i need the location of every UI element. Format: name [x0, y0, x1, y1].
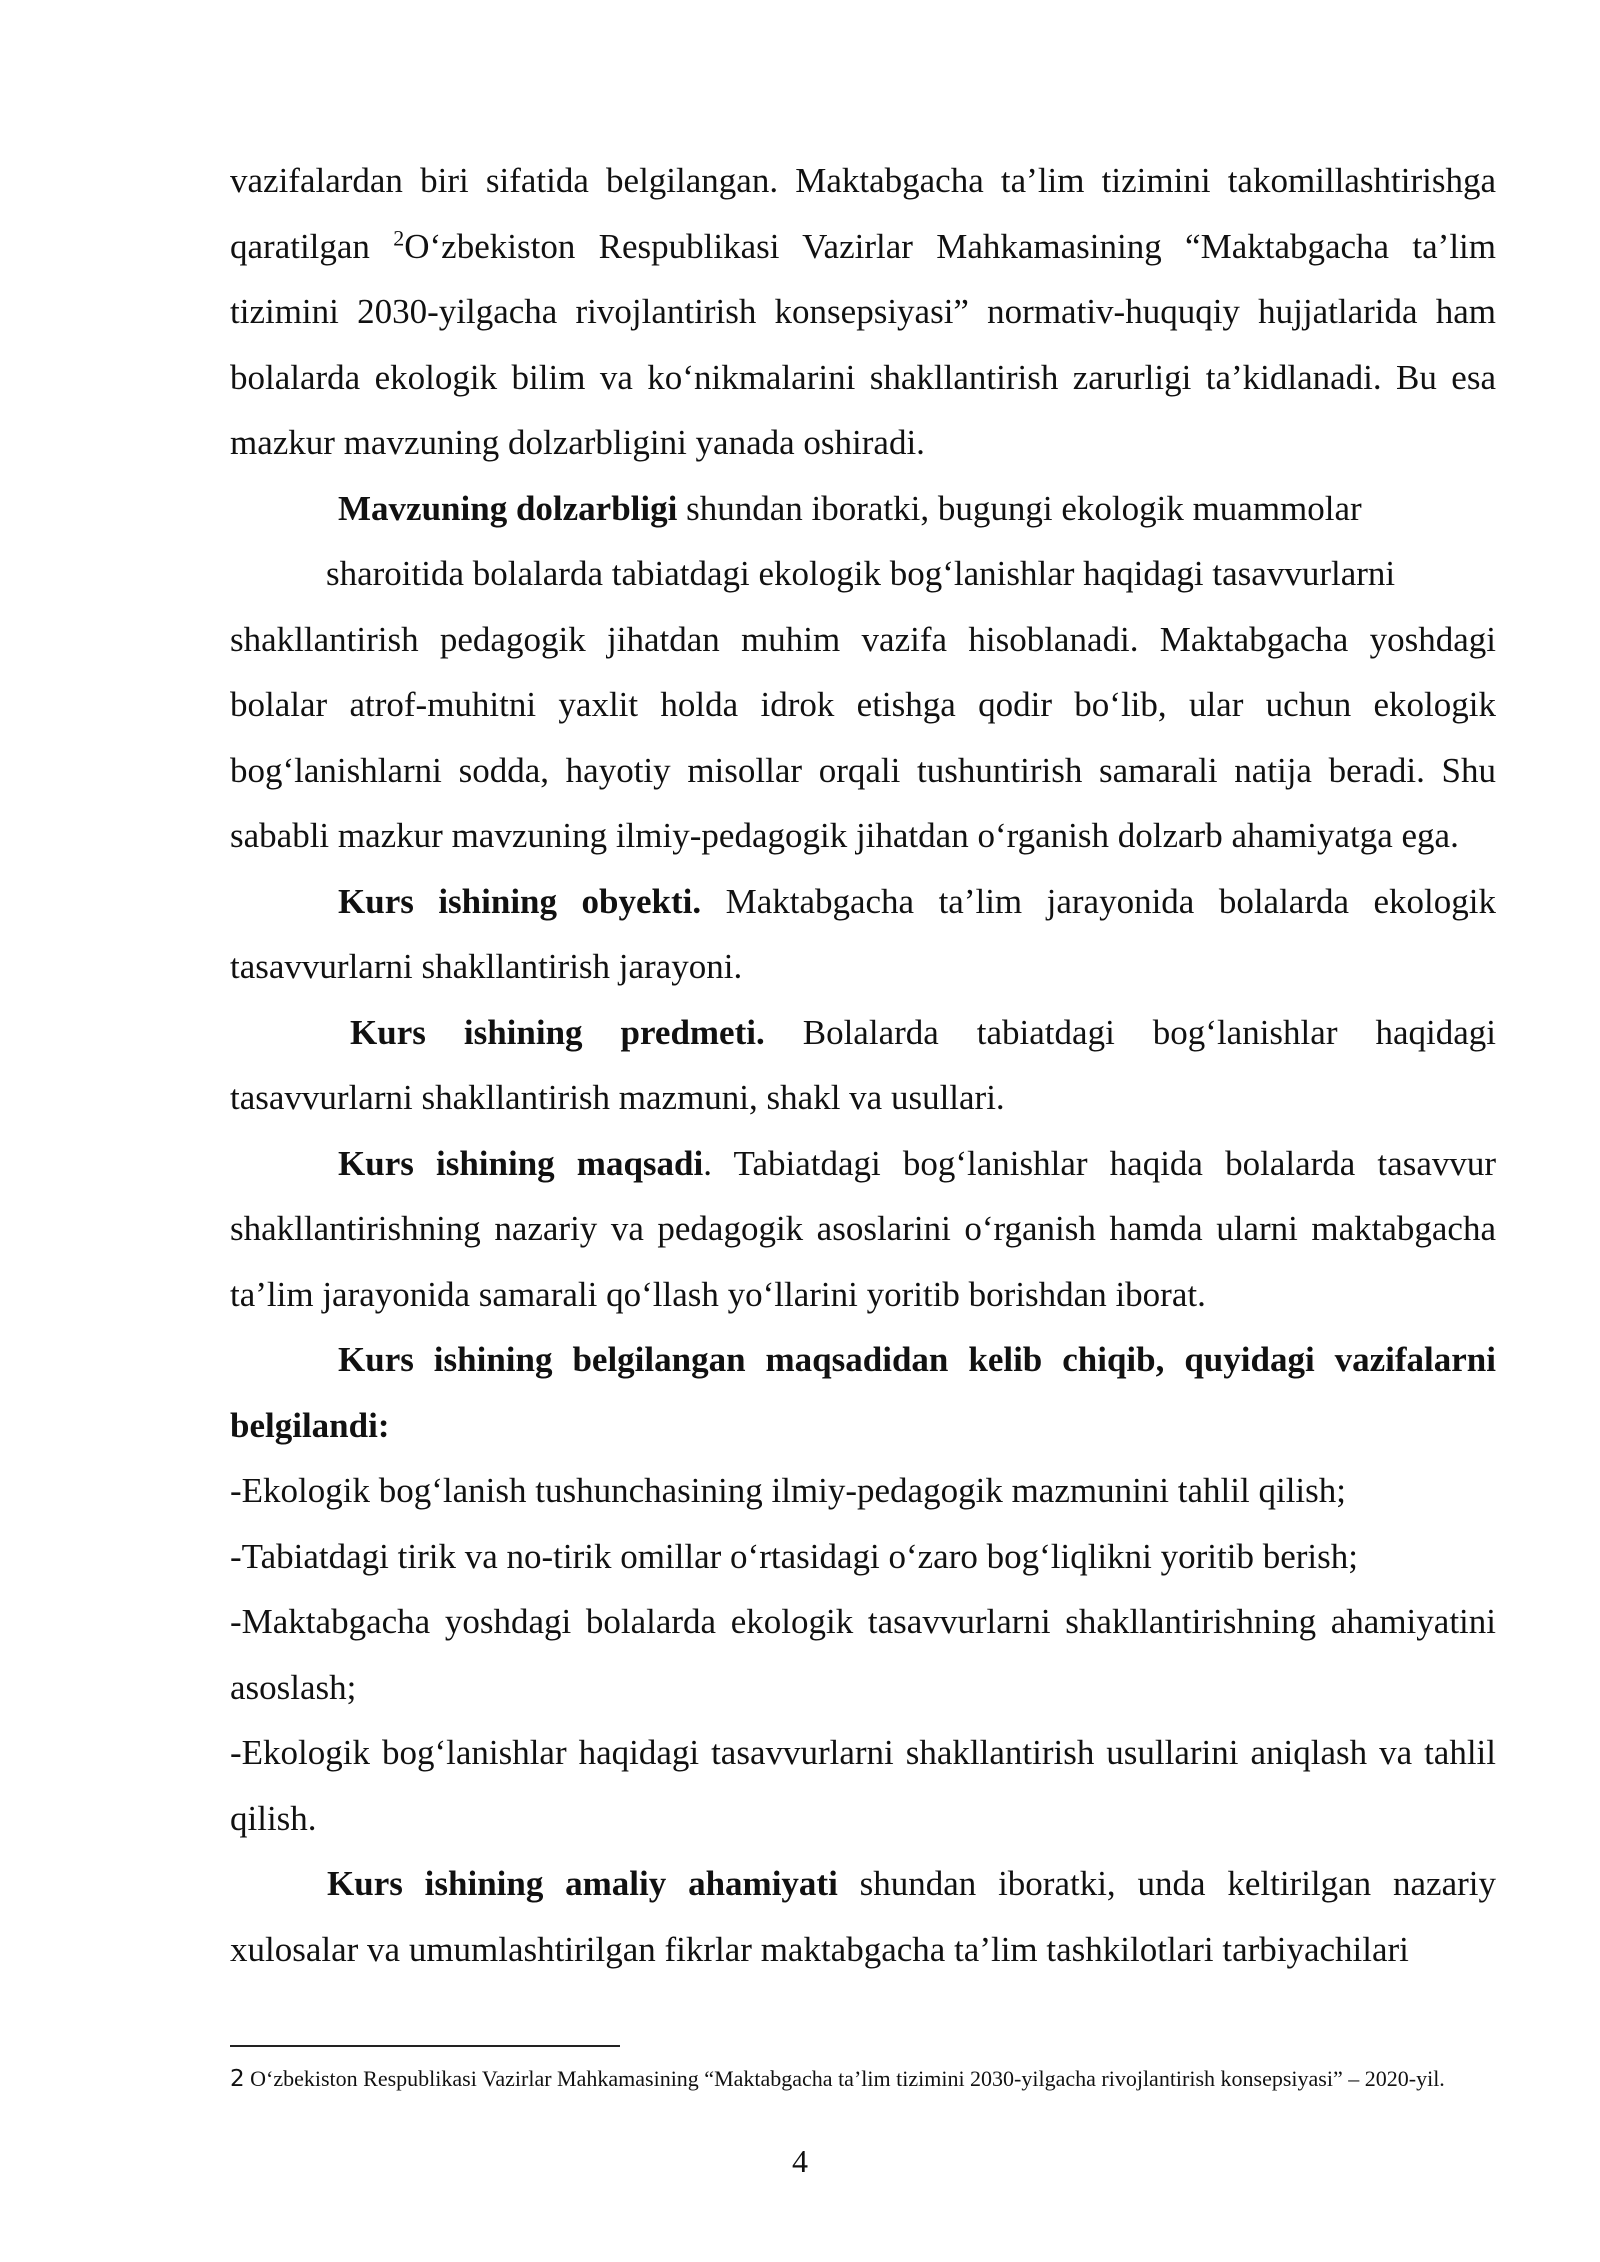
footnote-number: 2 — [230, 2066, 245, 2092]
practical-text: shundan iboratki, unda keltirilgan nazariy xulosalar va umumlashtirilgan fikrlar maktabgacha ta’lim tashkilotlari tarbiyachilari — [230, 1864, 1496, 1969]
footnote — [230, 2064, 1496, 2094]
object-heading: Kurs ishining obyekti. — [338, 881, 702, 921]
document-body — [230, 148, 1496, 1982]
subject-text: Bolalarda tabiatdagi bog‘lanishlar haqidagi tasavvurlarni shakllantirish mazmuni, shakl va usullari. — [230, 1012, 1496, 1117]
task-text: -Tabiatdagi tirik va no-tirik omillar o‘rtasidagi o‘zaro bog‘liqlikni yoritib berish; — [230, 1536, 1358, 1576]
goal-text: . Tabiatdagi bog‘lanishlar haqida bolalarda tasavvur shakllantirishning nazariy va pedagogik asoslarini o‘rganish hamda ularni maktabgacha ta’lim jarayonida samarali qo‘llash yo‘llarini yoritib borishdan iborat. — [230, 1143, 1497, 1314]
object-text: Maktabgacha ta’lim jarayonida bolalarda ekologik tasavvurlarni shakllantirish jarayoni. — [230, 881, 1496, 986]
footnote-ref: 2 — [393, 224, 405, 250]
relevance-heading: Mavzuning dolzarbligi — [338, 488, 678, 528]
intro-text: vazifalardan biri sifatida belgilangan. Maktabgacha ta’lim tizimini takomillashtirishga qaratilgan — [230, 161, 1496, 266]
footnote-separator — [230, 2045, 620, 2047]
paragraph-tasks-heading — [230, 1327, 1496, 1458]
task-item — [230, 1524, 1496, 1590]
task-item — [230, 1720, 1496, 1851]
task-text: -Maktabgacha yoshdagi bolalarda ekologik tasavvurlarni shakllantirishning ahamiyatini asoslash; — [230, 1602, 1496, 1707]
paragraph-relevance-line2 — [326, 541, 1496, 607]
paragraph-subject — [230, 1000, 1496, 1131]
task-text: -Ekologik bog‘lanish tushunchasining ilmiy-pedagogik mazmunini tahlil qilish; — [230, 1471, 1346, 1510]
task-item — [230, 1458, 1496, 1524]
relevance-rest: shakllantirish pedagogik jihatdan muhim vazifa hisoblanadi. Maktabgacha yoshdagi bolalar atrof-muhitni yaxlit holda idrok etishga qodir bo‘lib, ular uchun ekologik bog‘lanishlarni sodda, hayotiy misollar orqali tushuntirish samarali natija beradi. Shu sababli mazkur mavzuning ilmiy-pedagogik jihatdan o‘rganish dolzarb ahamiyatga ega. — [230, 619, 1496, 855]
relevance-line1: shundan iboratki, bugungi ekologik muammolar — [677, 488, 1362, 528]
paragraph-object — [230, 869, 1496, 1000]
paragraph-intro — [230, 148, 1496, 476]
paragraph-relevance — [230, 476, 1496, 542]
paragraph-relevance-rest — [230, 607, 1496, 869]
paragraph-goal — [230, 1131, 1496, 1328]
subject-heading: Kurs ishining predmeti. — [350, 1012, 765, 1052]
goal-heading: Kurs ishining maqsadi — [338, 1143, 704, 1183]
tasks-heading: Kurs ishining belgilangan maqsadidan kelib chiqib, quyidagi vazifalarni belgilandi: — [230, 1340, 1496, 1445]
task-item — [230, 1589, 1496, 1720]
paragraph-practical — [230, 1851, 1496, 1982]
page-number: 4 — [792, 2143, 808, 2179]
task-text: -Ekologik bog‘lanishlar haqidagi tasavvurlarni shakllantirish usullarini aniqlash va tahlil qilish. — [230, 1733, 1496, 1838]
footnote-text: O‘zbekiston Respublikasi Vazirlar Mahkamasining “Maktabgacha ta’lim tizimini 2030-yilgacha rivojlantirish konsepsiyasi” – 2020-yil. — [244, 2066, 1445, 2091]
intro-text-rest: O‘zbekiston Respublikasi Vazirlar Mahkamasining “Maktabgacha ta’lim tizimini 2030-yilgacha rivojlantirish konsepsiyasi” normativ-huquqiy hujjatlarida ham bolalarda ekologik bilim va ko‘nikmalarini shakllantirish zarurligi ta’kidlanadi. Bu esa mazkur mavzuning dolzarbligini yanada oshiradi. — [230, 226, 1496, 462]
relevance-line2: sharoitida bolalarda tabiatdagi ekologik bog‘lanishlar haqidagi tasavvurlarni — [326, 554, 1396, 593]
practical-heading: Kurs ishining amaliy ahamiyati — [327, 1864, 838, 1903]
